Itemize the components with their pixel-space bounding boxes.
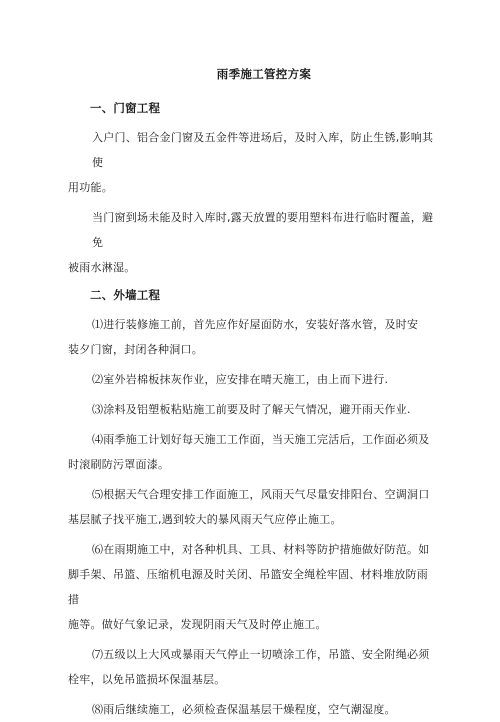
paragraph-line: 装夕门窗，封闭各种洞口。 [68,343,203,356]
paragraph [68,427,434,477]
paragraph-line: 时滚刷防污罩面漆。 [68,458,170,471]
paragraph [90,397,434,422]
paragraph-line: 脚手架、吊篮、压缩机电源及时关闭、吊篮安全绳栓牢固、材料堆放防雨措 [68,568,428,606]
paragraph [68,205,434,280]
paragraph [68,537,434,637]
section-heading-exterior-wall: 二、外墙工程 [90,288,161,302]
paragraph [90,697,434,722]
paragraph-line: ⑻雨后继续施工，必须检查保温基层干燥程度，空气潮湿度。 [92,703,396,716]
paragraph-line: ⑶涂料及铝塑板粘贴施工前要及时了解天气情况，避开雨天作业. [92,403,411,416]
paragraph-line: 被雨水淋湿。 [68,261,136,274]
document-title: 雨季施工管控方案 [216,67,312,81]
paragraph [68,482,434,532]
paragraph-line: 基层腻子找平施工,遇到较大的暴风雨天气应停止施工。 [68,513,342,526]
paragraph-line: 施等。做好气象记录，发现阴雨天气及时停止施工。 [68,618,327,631]
paragraph [68,312,434,362]
paragraph-line: 当门窗到场未能及时入库时,露天放置的要用塑料布进行临时覆盖，避免 [92,211,434,249]
paragraph-line: ⑷雨季施工计划好每天施工工作面，当天施工完活后，工作面必须及 [92,433,430,446]
paragraph [68,642,434,692]
paragraph-line: 用功能。 [68,181,113,194]
paragraph-line: ⑺五级以上大风或暴雨天气停止一切喷涂工作，吊篮、安全附绳必须 [92,648,430,661]
paragraph [90,367,434,392]
paragraph-line: ⑹在雨期施工中，对各种机具、工具、材料等防护措施做好防范。如 [92,543,430,556]
paragraph-line: ⑵室外岩棉板抹灰作业，应安排在晴天施工，由上而下进行. [92,373,389,386]
paragraph-line: ⑴进行装修施工前，首先应作好屋面防水，安装好落水管，及时安 [92,318,419,331]
paragraph [68,125,434,200]
section-heading-doors-windows: 一、门窗工程 [90,101,161,115]
paragraph-line: 栓牢，以免吊篮损坏保温基层。 [68,673,226,686]
paragraph-line: 入户门、铝合金门窗及五金件等进场后，及时入库，防止生锈,影响其使 [92,131,434,169]
paragraph-line: ⑸根据天气合理安排工作面施工，风雨天气尽量安排阳台、空调洞口 [92,488,430,501]
